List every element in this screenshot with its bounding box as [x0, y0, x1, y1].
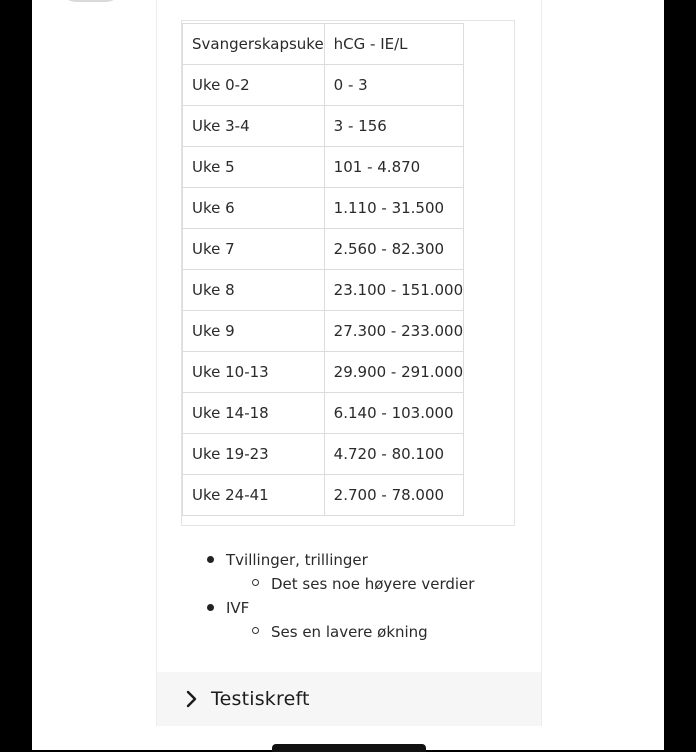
- list-item: [205, 596, 474, 644]
- cell-hcg: 6.140 - 103.000: [324, 393, 463, 434]
- table-row: [183, 188, 464, 229]
- cell-week: Uke 8: [183, 270, 325, 311]
- table-row: [183, 393, 464, 434]
- list-item: [205, 548, 474, 596]
- cell-hcg: 4.720 - 80.100: [324, 434, 463, 475]
- cell-week: Uke 3-4: [183, 106, 325, 147]
- cell-week: Uke 7: [183, 229, 325, 270]
- table-row: [183, 434, 464, 475]
- cell-week: Uke 6: [183, 188, 325, 229]
- table-header-row: [183, 24, 464, 65]
- cell-hcg: 23.100 - 151.000: [324, 270, 463, 311]
- table-row: [183, 65, 464, 106]
- hcg-table-container: [181, 20, 515, 526]
- header-cell-hcg: hCG - IE/L: [324, 24, 463, 65]
- header-cell-week: Svangerskapsuke: [183, 24, 325, 65]
- table-row: [183, 311, 464, 352]
- accordion-label: Testiskreft: [211, 688, 310, 710]
- phone-screen: [32, 0, 664, 750]
- cell-week: Uke 10-13: [183, 352, 325, 393]
- table-row: [183, 475, 464, 516]
- content-card: [156, 0, 542, 726]
- table-row: [183, 270, 464, 311]
- avatar: [60, 0, 122, 2]
- cell-hcg: 0 - 3: [324, 65, 463, 106]
- table-row: [183, 147, 464, 188]
- cell-hcg: 1.110 - 31.500: [324, 188, 463, 229]
- note-label: IVF: [226, 599, 250, 617]
- cell-week: Uke 9: [183, 311, 325, 352]
- cell-week: Uke 5: [183, 147, 325, 188]
- cell-hcg: 29.900 - 291.000: [324, 352, 463, 393]
- sub-list-item: Ses en lavere økning: [251, 620, 474, 644]
- cell-hcg: 3 - 156: [324, 106, 463, 147]
- note-label: Tvillinger, trillinger: [226, 551, 368, 569]
- cell-week: Uke 24-41: [183, 475, 325, 516]
- cell-hcg: 27.300 - 233.000: [324, 311, 463, 352]
- chevron-right-icon: [183, 690, 201, 708]
- table-row: [183, 352, 464, 393]
- home-indicator[interactable]: [272, 744, 426, 752]
- sub-list-item: Det ses noe høyere verdier: [251, 572, 474, 596]
- cell-hcg: 2.700 - 78.000: [324, 475, 463, 516]
- cell-hcg: 101 - 4.870: [324, 147, 463, 188]
- table-row: [183, 106, 464, 147]
- cell-week: Uke 19-23: [183, 434, 325, 475]
- accordion-testiskreft[interactable]: [157, 672, 541, 726]
- sub-list: [226, 620, 474, 644]
- cell-week: Uke 14-18: [183, 393, 325, 434]
- notes-list: [205, 548, 474, 644]
- cell-week: Uke 0-2: [183, 65, 325, 106]
- cell-hcg: 2.560 - 82.300: [324, 229, 463, 270]
- table-row: [183, 229, 464, 270]
- hcg-table: [182, 23, 464, 516]
- sub-list: [226, 572, 474, 596]
